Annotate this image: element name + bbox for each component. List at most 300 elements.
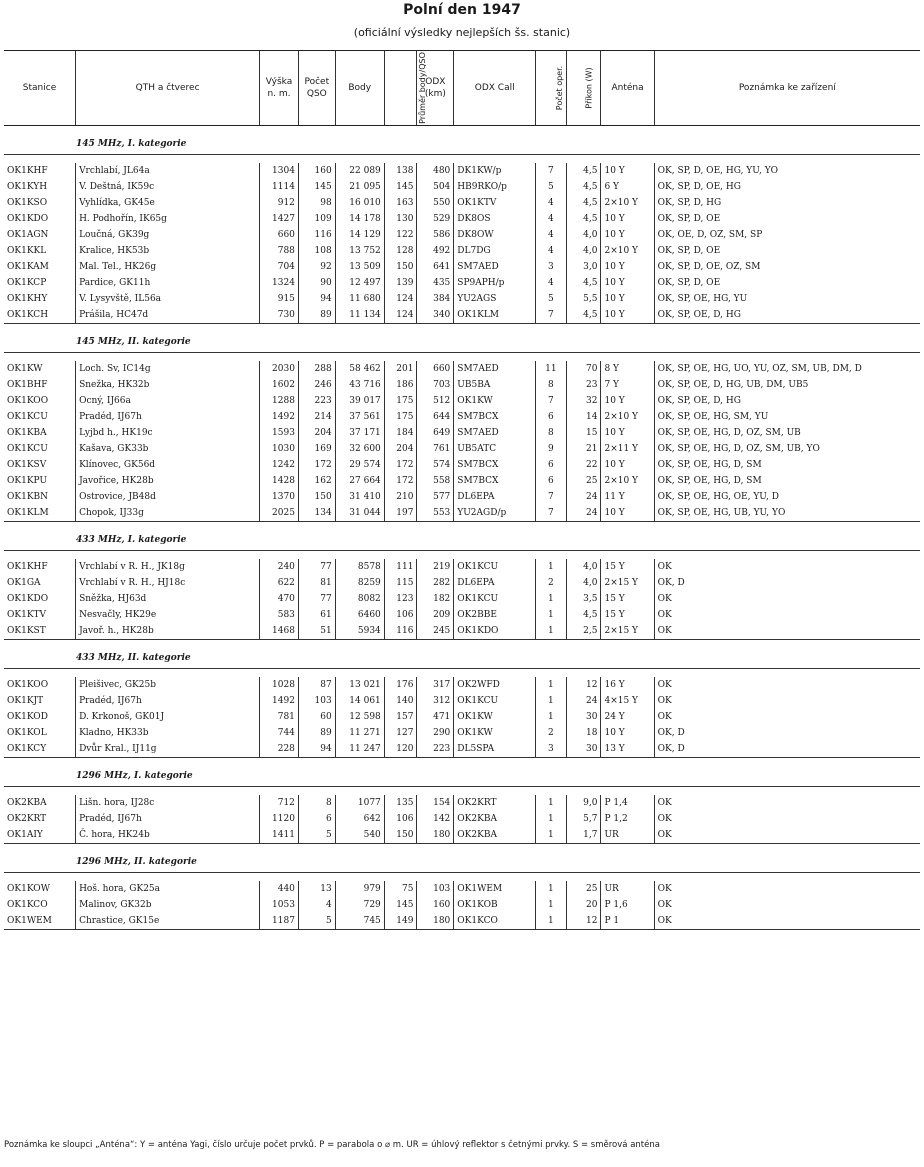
points-cell: 29 574 xyxy=(335,457,384,473)
average-cell: 140 xyxy=(384,693,417,709)
header-operators: Počet oper. xyxy=(555,65,565,111)
odx-cell: 649 xyxy=(417,425,454,441)
qth-cell: Prášila, HC47d xyxy=(76,307,260,324)
operators-cell: 4 xyxy=(536,227,567,243)
antenna-cell: 10 Y xyxy=(601,393,654,409)
equipment-cell: OK xyxy=(654,693,920,709)
equipment-cell: OK xyxy=(654,811,920,827)
antenna-cell: 10 Y xyxy=(601,227,654,243)
points-cell: 31 410 xyxy=(335,489,384,505)
table-row xyxy=(4,827,920,844)
qth-cell: Klínovec, GK56d xyxy=(76,457,260,473)
power-cell: 4,5 xyxy=(566,163,601,179)
altitude-cell: 660 xyxy=(260,227,299,243)
equipment-cell: OK xyxy=(654,897,920,913)
average-cell: 106 xyxy=(384,607,417,623)
station-cell: OK1KCY xyxy=(4,741,76,758)
operators-cell: 3 xyxy=(536,741,567,758)
power-cell: 22 xyxy=(566,457,601,473)
qth-cell: Chopok, IJ33g xyxy=(76,505,260,522)
qso-count-cell: 246 xyxy=(298,377,335,393)
odx-call-cell: YU2AGS xyxy=(454,291,536,307)
table-row xyxy=(4,913,920,930)
points-cell: 16 010 xyxy=(335,195,384,211)
altitude-cell: 2025 xyxy=(260,505,299,522)
table-header-row xyxy=(4,51,920,126)
power-cell: 21 xyxy=(566,441,601,457)
odx-call-cell: OK1KCU xyxy=(454,591,536,607)
odx-call-cell: OK1KCO xyxy=(454,913,536,930)
table-row xyxy=(4,425,920,441)
power-cell: 5,7 xyxy=(566,811,601,827)
equipment-cell: OK, SP, OE, HG, D, SM xyxy=(654,473,920,489)
station-cell: OK1KCH xyxy=(4,307,76,324)
altitude-cell: 440 xyxy=(260,881,299,897)
qth-cell: Mal. Tel., HK26g xyxy=(76,259,260,275)
power-cell: 4,0 xyxy=(566,243,601,259)
antenna-cell: 7 Y xyxy=(601,377,654,393)
station-cell: OK1KOL xyxy=(7,728,47,738)
antenna-cell: 2×10 Y xyxy=(601,409,654,425)
odx-cell: 703 xyxy=(417,377,454,393)
table-row xyxy=(4,163,920,179)
operators-cell: 3 xyxy=(536,259,567,275)
points-cell: 6460 xyxy=(335,607,384,623)
equipment-cell: OK, D xyxy=(654,741,920,758)
points-cell: 11 271 xyxy=(335,725,384,741)
power-cell: 30 xyxy=(566,709,601,725)
table-row xyxy=(4,575,920,591)
equipment-cell: OK xyxy=(654,677,920,693)
points-cell: 14 061 xyxy=(335,693,384,709)
power-cell: 4,5 xyxy=(566,195,601,211)
category-row xyxy=(4,852,920,873)
antenna-cell: 10 Y xyxy=(601,307,654,324)
qth-cell: Javoř. h., HK28b xyxy=(76,623,260,640)
table-row xyxy=(4,195,920,211)
odx-cell: 142 xyxy=(417,811,454,827)
station-cell: OK1KCO xyxy=(7,900,48,910)
points-cell: 745 xyxy=(335,913,384,930)
altitude-cell: 1492 xyxy=(260,693,299,709)
odx-call-cell: UB5BA xyxy=(454,377,536,393)
table-row xyxy=(4,505,920,522)
equipment-cell: OK xyxy=(654,795,920,811)
average-cell: 186 xyxy=(384,377,417,393)
power-cell: 18 xyxy=(566,725,601,741)
power-cell: 2,5 xyxy=(566,623,601,640)
equipment-cell: OK, SP, D, OE, HG, YU, YO xyxy=(654,163,920,179)
qso-count-cell: 13 xyxy=(298,881,335,897)
altitude-cell: 788 xyxy=(260,243,299,259)
points-cell: 58 462 xyxy=(335,361,384,377)
odx-call-cell: OK1KCU xyxy=(454,693,536,709)
equipment-cell: OK, SP, D, OE xyxy=(654,275,920,291)
points-cell: 31 044 xyxy=(335,505,384,522)
points-cell: 13 752 xyxy=(335,243,384,259)
average-cell: 157 xyxy=(384,709,417,725)
odx-cell: 223 xyxy=(417,741,454,758)
qso-count-cell: 288 xyxy=(298,361,335,377)
points-cell: 5934 xyxy=(335,623,384,640)
altitude-cell: 1304 xyxy=(260,163,299,179)
qso-count-cell: 214 xyxy=(298,409,335,425)
altitude-cell: 583 xyxy=(260,607,299,623)
equipment-cell: OK, SP, D, HG xyxy=(654,195,920,211)
station-cell: OK1WEM xyxy=(4,913,76,930)
operators-cell: 4 xyxy=(536,211,567,227)
qso-count-cell: 87 xyxy=(298,677,335,693)
qth-cell: Loch. Sv, IC14g xyxy=(76,361,260,377)
station-cell: OK1KPU xyxy=(7,476,48,486)
altitude-cell: 1427 xyxy=(260,211,299,227)
power-cell: 4,5 xyxy=(566,607,601,623)
table-row xyxy=(4,693,920,709)
category-label: 433 MHz, I. kategorie xyxy=(4,530,920,551)
antenna-cell: 13 Y xyxy=(601,741,654,758)
odx-call-cell: OK1KOB xyxy=(454,897,536,913)
antenna-cell: 11 Y xyxy=(601,489,654,505)
average-cell: 172 xyxy=(384,473,417,489)
average-cell: 124 xyxy=(384,291,417,307)
average-cell: 184 xyxy=(384,425,417,441)
average-cell: 123 xyxy=(384,591,417,607)
antenna-cell: 16 Y xyxy=(601,677,654,693)
qth-cell: Javořice, HK28b xyxy=(76,473,260,489)
odx-call-cell: DK8OS xyxy=(454,211,536,227)
equipment-cell: OK, SP, D, OE, OZ, SM xyxy=(654,259,920,275)
antenna-cell: 15 Y xyxy=(601,591,654,607)
equipment-cell: OK, SP, OE, HG, D, OZ, SM, UB, YO xyxy=(654,441,920,457)
odx-call-cell: OK1KDO xyxy=(454,623,536,640)
average-cell: 120 xyxy=(384,741,417,758)
power-cell: 4,5 xyxy=(566,275,601,291)
average-cell: 210 xyxy=(384,489,417,505)
odx-call-cell: OK1KW xyxy=(454,393,536,409)
station-cell: OK1KDO xyxy=(7,214,49,224)
station-cell: OK1KHF xyxy=(7,166,48,176)
average-cell: 163 xyxy=(384,195,417,211)
altitude-cell: 1030 xyxy=(260,441,299,457)
qth-cell: Ostrovice, JB48d xyxy=(76,489,260,505)
points-cell: 1077 xyxy=(335,795,384,811)
power-cell: 24 xyxy=(566,505,601,522)
altitude-cell: 1028 xyxy=(260,677,299,693)
points-cell: 11 134 xyxy=(335,307,384,324)
average-cell: 122 xyxy=(384,227,417,243)
header-station: Stanice xyxy=(4,51,76,126)
qso-count-cell: 81 xyxy=(298,575,335,591)
power-cell: 5,5 xyxy=(566,291,601,307)
points-cell: 12 497 xyxy=(335,275,384,291)
power-cell: 32 xyxy=(566,393,601,409)
page-subtitle: (oficiální výsledky nejlepších šs. stanic) xyxy=(353,26,571,39)
altitude-cell: 1492 xyxy=(260,409,299,425)
header-points: Body xyxy=(335,51,384,126)
results-body xyxy=(4,126,920,930)
average-cell: 138 xyxy=(384,163,417,179)
equipment-cell: OK xyxy=(654,623,920,640)
odx-cell: 761 xyxy=(417,441,454,457)
average-cell: 139 xyxy=(384,275,417,291)
operators-cell: 2 xyxy=(536,575,567,591)
table-row xyxy=(4,393,920,409)
header-qth: QTH a čtverec xyxy=(76,51,260,126)
altitude-cell: 1324 xyxy=(260,275,299,291)
qth-cell: Vrchlabí v R. H., JK18g xyxy=(76,559,260,575)
operators-cell: 8 xyxy=(536,377,567,393)
odx-cell: 660 xyxy=(417,361,454,377)
qso-count-cell: 4 xyxy=(298,897,335,913)
station-cell: OK1AGN xyxy=(7,230,49,240)
average-cell: 204 xyxy=(384,441,417,457)
antenna-cell: 10 Y xyxy=(601,211,654,227)
average-cell: 150 xyxy=(384,259,417,275)
odx-cell: 180 xyxy=(417,827,454,844)
odx-cell: 209 xyxy=(417,607,454,623)
odx-cell: 512 xyxy=(417,393,454,409)
header-altitude: Výška n. m. xyxy=(260,51,299,126)
odx-cell: 154 xyxy=(417,795,454,811)
odx-cell: 644 xyxy=(417,409,454,425)
header-odx: ODX (km) xyxy=(417,51,454,126)
legend-note: Poznámka ke sloupci „Anténa“: Y = anténa Yagi, číslo určuje počet prvků. P = parabola o ⌀ m. UR = úhlový reflektor s četnými prvky. S = směrová anténa xyxy=(4,1140,660,1150)
power-cell: 3,0 xyxy=(566,259,601,275)
odx-cell: 558 xyxy=(417,473,454,489)
antenna-cell: 2×10 Y xyxy=(601,243,654,259)
qso-count-cell: 108 xyxy=(298,243,335,259)
power-cell: 70 xyxy=(566,361,601,377)
equipment-cell: OK, SP, OE, HG, D, SM xyxy=(654,457,920,473)
station-cell: OK1KDO xyxy=(7,594,49,604)
station-cell: OK1KOD xyxy=(7,712,48,722)
power-cell: 12 xyxy=(566,913,601,930)
qth-cell: Lišn. hora, IJ28c xyxy=(76,795,260,811)
odx-cell: 641 xyxy=(417,259,454,275)
qth-cell: Malinov, GK32b xyxy=(76,897,260,913)
equipment-cell: OK xyxy=(654,591,920,607)
antenna-cell: 15 Y xyxy=(601,607,654,623)
odx-call-cell: OK1KCU xyxy=(454,559,536,575)
odx-cell: 492 xyxy=(417,243,454,259)
table-row xyxy=(4,457,920,473)
odx-cell: 180 xyxy=(417,913,454,930)
odx-call-cell: OK1KLM xyxy=(454,307,536,324)
altitude-cell: 704 xyxy=(260,259,299,275)
qso-count-cell: 90 xyxy=(298,275,335,291)
odx-call-cell: OK1KW xyxy=(454,725,536,741)
station-cell: OK1KOO xyxy=(7,396,49,406)
antenna-cell: 6 Y xyxy=(601,179,654,195)
odx-call-cell: OK1WEM xyxy=(454,881,536,897)
altitude-cell: 1428 xyxy=(260,473,299,489)
station-cell: OK1KJT xyxy=(7,696,44,706)
equipment-cell: OK, SP, OE, D, HG xyxy=(654,307,920,324)
points-cell: 11 680 xyxy=(335,291,384,307)
operators-cell: 1 xyxy=(536,897,567,913)
odx-call-cell: OK1KTV xyxy=(454,195,536,211)
antenna-cell: 2×15 Y xyxy=(601,575,654,591)
equipment-cell: OK, SP, OE, D, HG, UB, DM, UB5 xyxy=(654,377,920,393)
table-row xyxy=(4,897,920,913)
altitude-cell: 1187 xyxy=(260,913,299,930)
altitude-cell: 915 xyxy=(260,291,299,307)
operators-cell: 5 xyxy=(536,291,567,307)
antenna-cell: UR xyxy=(601,827,654,844)
equipment-cell: OK, SP, OE, HG, SM, YU xyxy=(654,409,920,425)
operators-cell: 5 xyxy=(536,179,567,195)
station-cell: OK1KBN xyxy=(7,492,49,502)
odx-call-cell: OK2KRT xyxy=(454,795,536,811)
header-antenna: Anténa xyxy=(601,51,654,126)
power-cell: 4,0 xyxy=(566,575,601,591)
qth-cell: Pleišivec, GK25b xyxy=(76,677,260,693)
qso-count-cell: 204 xyxy=(298,425,335,441)
power-cell: 25 xyxy=(566,473,601,489)
odx-cell: 340 xyxy=(417,307,454,324)
station-cell: OK1KYH xyxy=(7,182,48,192)
antenna-cell: 2×10 Y xyxy=(601,195,654,211)
antenna-cell: 2×15 Y xyxy=(601,623,654,640)
qth-cell: Pradéd, IJ67h xyxy=(76,693,260,709)
odx-call-cell: OK2KBA xyxy=(454,827,536,844)
average-cell: 127 xyxy=(384,725,417,741)
antenna-cell: 4×15 Y xyxy=(601,693,654,709)
table-row xyxy=(4,811,920,827)
table-row xyxy=(4,607,920,623)
points-cell: 13 509 xyxy=(335,259,384,275)
antenna-cell: 10 Y xyxy=(601,725,654,741)
average-cell: 75 xyxy=(384,881,417,897)
average-cell: 175 xyxy=(384,393,417,409)
odx-call-cell: SM7BCX xyxy=(454,473,536,489)
operators-cell: 8 xyxy=(536,425,567,441)
qso-count-cell: 162 xyxy=(298,473,335,489)
odx-call-cell: SM7BCX xyxy=(454,457,536,473)
antenna-cell: UR xyxy=(601,881,654,897)
altitude-cell: 1602 xyxy=(260,377,299,393)
antenna-cell: P 1 xyxy=(601,913,654,930)
table-row xyxy=(4,677,920,693)
average-cell: 130 xyxy=(384,211,417,227)
average-cell: 116 xyxy=(384,623,417,640)
power-cell: 14 xyxy=(566,409,601,425)
odx-cell: 290 xyxy=(417,725,454,741)
page-title: Polní den 1947 xyxy=(403,2,521,18)
header-qso-count: Počet QSO xyxy=(298,51,335,126)
qth-cell: Dvůr Kral., IJ11g xyxy=(76,741,260,758)
equipment-cell: OK xyxy=(654,827,920,844)
qso-count-cell: 89 xyxy=(298,725,335,741)
power-cell: 3,5 xyxy=(566,591,601,607)
station-cell: OK1BHF xyxy=(7,380,48,390)
qth-cell: Chrastice, GK15e xyxy=(76,913,260,930)
operators-cell: 1 xyxy=(536,881,567,897)
qso-count-cell: 94 xyxy=(298,291,335,307)
power-cell: 24 xyxy=(566,489,601,505)
station-cell: OK1KCP xyxy=(7,278,47,288)
table-row xyxy=(4,741,920,758)
station-cell: OK1KCU xyxy=(7,444,48,454)
table-row xyxy=(4,377,920,393)
altitude-cell: 1468 xyxy=(260,623,299,640)
odx-cell: 586 xyxy=(417,227,454,243)
qth-cell: Pradéd, IJ67h xyxy=(76,409,260,425)
qso-count-cell: 103 xyxy=(298,693,335,709)
table-row xyxy=(4,881,920,897)
odx-call-cell: DK8OW xyxy=(454,227,536,243)
station-cell: OK1KKL xyxy=(7,246,47,256)
points-cell: 8578 xyxy=(335,559,384,575)
qth-cell: Kašava, GK33b xyxy=(76,441,260,457)
altitude-cell: 1411 xyxy=(260,827,299,844)
odx-call-cell: SP9APH/p xyxy=(454,275,536,291)
odx-call-cell: UB5ATC xyxy=(454,441,536,457)
odx-call-cell: OK1KW xyxy=(454,709,536,725)
average-cell: 128 xyxy=(384,243,417,259)
odx-cell: 245 xyxy=(417,623,454,640)
header-odx-call: ODX Call xyxy=(454,51,536,126)
odx-call-cell: DL5SPA xyxy=(454,741,536,758)
table-row xyxy=(4,179,920,195)
equipment-cell: OK, SP, D, OE xyxy=(654,243,920,259)
altitude-cell: 744 xyxy=(260,725,299,741)
station-cell: OK1KAM xyxy=(7,262,49,272)
odx-cell: 471 xyxy=(417,709,454,725)
odx-cell: 550 xyxy=(417,195,454,211)
operators-cell: 11 xyxy=(536,361,567,377)
station-cell: OK1KHF xyxy=(7,562,48,572)
equipment-cell: OK xyxy=(654,881,920,897)
header-power: Příkon (W) xyxy=(584,67,594,109)
table-row xyxy=(4,409,920,425)
points-cell: 37 171 xyxy=(335,425,384,441)
operators-cell: 1 xyxy=(536,709,567,725)
points-cell: 642 xyxy=(335,811,384,827)
odx-call-cell: DL6EPA xyxy=(454,575,536,591)
qth-cell: Vrchlabí, JL64a xyxy=(76,163,260,179)
odx-call-cell: OK2KBA xyxy=(454,811,536,827)
qth-cell: Ocný, IJ66a xyxy=(76,393,260,409)
qso-count-cell: 98 xyxy=(298,195,335,211)
equipment-cell: OK, SP, OE, D, HG xyxy=(654,393,920,409)
results-table xyxy=(4,50,920,930)
odx-cell: 574 xyxy=(417,457,454,473)
equipment-cell: OK xyxy=(654,607,920,623)
antenna-cell: P 1,4 xyxy=(601,795,654,811)
average-cell: 197 xyxy=(384,505,417,522)
operators-cell: 1 xyxy=(536,677,567,693)
antenna-cell: 10 Y xyxy=(601,505,654,522)
odx-cell: 480 xyxy=(417,163,454,179)
operators-cell: 1 xyxy=(536,693,567,709)
operators-cell: 6 xyxy=(536,473,567,489)
qso-count-cell: 92 xyxy=(298,259,335,275)
altitude-cell: 1114 xyxy=(260,179,299,195)
average-cell: 176 xyxy=(384,677,417,693)
power-cell: 24 xyxy=(566,693,601,709)
average-cell: 149 xyxy=(384,913,417,930)
points-cell: 12 598 xyxy=(335,709,384,725)
altitude-cell: 781 xyxy=(260,709,299,725)
station-cell: OK1AIY xyxy=(4,827,76,844)
odx-cell: 529 xyxy=(417,211,454,227)
altitude-cell: 470 xyxy=(260,591,299,607)
altitude-cell: 1370 xyxy=(260,489,299,505)
odx-call-cell: OK2BBE xyxy=(454,607,536,623)
operators-cell: 7 xyxy=(536,393,567,409)
equipment-cell: OK xyxy=(654,709,920,725)
